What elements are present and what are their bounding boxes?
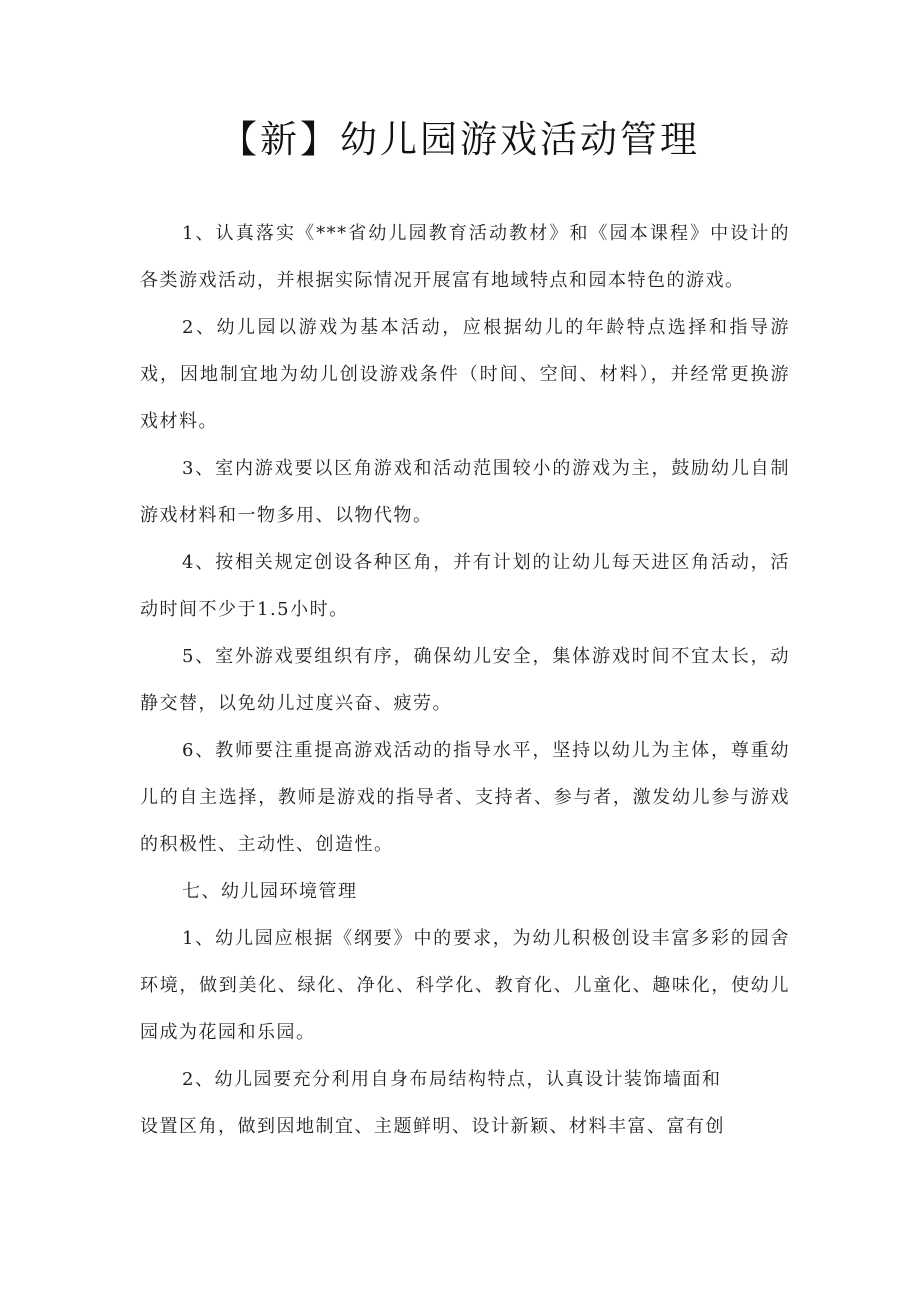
document-title: 【新】幼儿园游戏活动管理: [220, 118, 700, 161]
paragraph-5: 5、室外游戏要组织有序，确保幼儿安全，集体游戏时间不宜太长，动静交替，以免幼儿过度兴奋、疲劳。: [140, 646, 790, 714]
paragraph-env-2-line-2: 设置区角，做到因地制宜、主题鲜明、设计新颖、材料丰富、富有创: [140, 1116, 725, 1137]
paragraph-2: 2、幼儿园以游戏为基本活动，应根据幼儿的年龄特点选择和指导游戏，因地制宜地为幼儿创设游戏条件（时间、空间、材料），并经常更换游戏材料。: [140, 317, 790, 432]
paragraph-env-2-line-1: 2、幼儿园要充分利用自身布局结构特点，认真设计装饰墙面和: [182, 1069, 722, 1090]
document-body: [140, 210, 790, 1150]
section-heading-environment: 七、幼儿园环境管理: [182, 881, 358, 902]
paragraph-6: 6、教师要注重提高游戏活动的指导水平，坚持以幼儿为主体，尊重幼儿的自主选择，教师是游戏的指导者、支持者、参与者，激发幼儿参与游戏的积极性、主动性、创造性。: [140, 740, 790, 855]
paragraph-3: 3、室内游戏要以区角游戏和活动范围较小的游戏为主，鼓励幼儿自制游戏材料和一物多用、以物代物。: [140, 458, 790, 526]
paragraph-1: 1、认真落实《***省幼儿园教育活动教材》和《园本课程》中设计的各类游戏活动，并根据实际情况开展富有地域特点和园本特色的游戏。: [140, 223, 790, 291]
paragraph-4: 4、按相关规定创设各种区角，并有计划的让幼儿每天进区角活动，活动时间不少于1.5小时。: [140, 552, 790, 620]
paragraph-env-1: 1、幼儿园应根据《纲要》中的要求，为幼儿积极创设丰富多彩的园舍环境，做到美化、绿化、净化、科学化、教育化、儿童化、趣味化，使幼儿园成为花园和乐园。: [140, 928, 790, 1043]
